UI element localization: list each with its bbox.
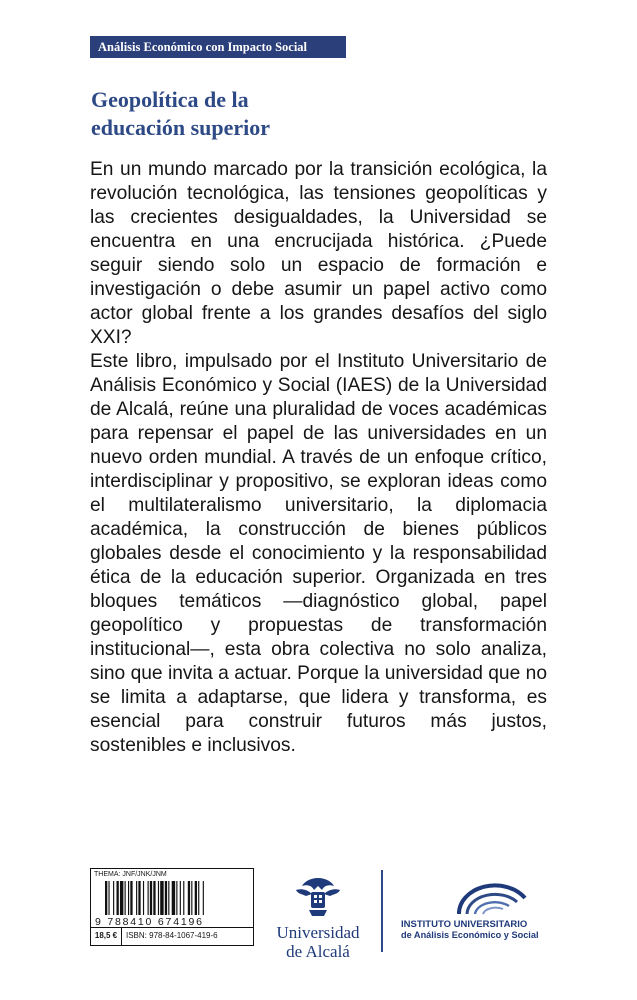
series-label: Análisis Económico con Impacto Social — [90, 36, 346, 58]
book-title — [91, 86, 491, 142]
book-title-line-1: Geopolítica de la — [91, 87, 249, 112]
barcode-block — [90, 868, 254, 946]
blurb-paragraph-1: En un mundo marcado por la transición ecológica, la revolución tecnológica, las tensiones geopolíticas y las crecientes desigualdades, la Universidad se encuentra en una encrucijada histórica. ¿Puede seguir siendo solo un espacio de formación e investigación o debe asumir un papel activo como actor global frente a los grandes desafíos del siglo XXI? — [90, 159, 547, 348]
universidad-de-alcala-logo — [270, 874, 366, 961]
institute-arcs-icon — [453, 880, 531, 916]
back-cover-blurb — [90, 158, 547, 758]
logo-divider — [381, 870, 383, 952]
university-name-line-2: de Alcalá — [286, 942, 350, 961]
price-isbn-row — [91, 927, 253, 945]
blurb-paragraph-2: Este libro, impulsado por el Instituto Universitario de Análisis Económico y Social (IAES) de la Universidad de Alcalá, reúne una pluralidad de voces académicas para repensar el papel de las universidades en un nuevo orden mundial. A través de un enfoque crítico, interdisciplinar y propositivo, se exploran ideas como el multilateralismo universitario, la diplomacia académica, la construcción de bienes públicos globales desde el conocimiento y la responsabilidad ética de la educación superior. Organizada en tres bloques temáticos —diagnóstico global, papel geopolítico y propuestas de transformación institucional—, esta obra colectiva no solo analiza, sino que invita a actuar. Porque la universidad que no se limita a adaptarse, que lidera y transforma, es esencial para construir futuros más justos, sostenibles e inclusivos. — [90, 351, 547, 756]
university-name — [270, 923, 366, 961]
isbn: ISBN: 978-84-1067-419-6 — [126, 931, 218, 940]
barcode-digits: 9 788410 674196 — [95, 916, 204, 928]
barcode-icon — [103, 881, 243, 915]
book-title-line-2: educación superior — [91, 115, 271, 140]
price: 18,5 € — [91, 928, 122, 945]
university-crest-icon — [292, 874, 344, 918]
university-name-line-1: Universidad — [276, 923, 360, 942]
institute-subtitle: de Análisis Económico y Social — [401, 930, 539, 940]
institute-name: INSTITUTO UNIVERSITARIO — [401, 919, 528, 930]
thema-code: THEMA: JNF/JNK/JNM — [94, 871, 167, 878]
